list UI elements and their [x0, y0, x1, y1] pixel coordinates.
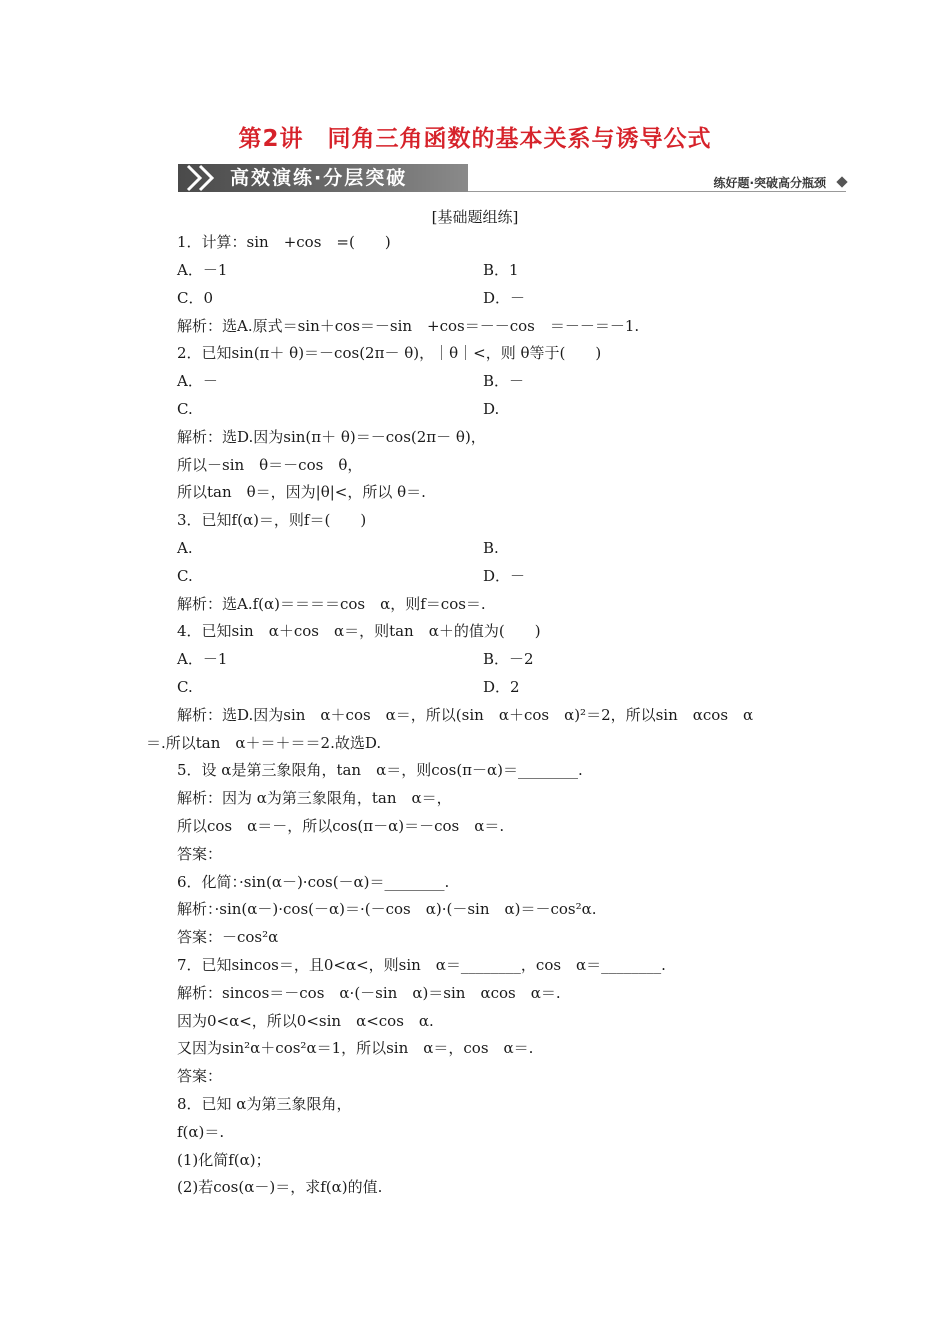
text-line: 1．计算：sin +cos =( ): [177, 233, 391, 251]
text-line: (2)若cos(α－)＝，求f(α)的值.: [177, 1178, 383, 1196]
banner-rule: [468, 191, 846, 192]
text-line: B.: [483, 539, 499, 557]
text-line: 所以－sin θ＝－cos θ，: [177, 456, 363, 474]
text-line: B．－2: [483, 650, 534, 668]
text-line: A.: [177, 539, 193, 557]
text-line: D．－: [483, 289, 526, 307]
text-line: (1)化简f(α)；: [177, 1151, 271, 1169]
text-line: 4．已知sin α＋cos α＝，则tan α＋的值为( ): [177, 622, 541, 640]
text-line: 解析：因为 α为第三象限角，tan α＝，: [177, 789, 452, 807]
banner-tag: 练好题·突破高分瓶颈: [713, 176, 826, 190]
text-line: C.: [177, 678, 193, 696]
text-line: D.: [483, 400, 500, 418]
text-line: 6．化简：·sin(α－)·cos(－α)＝________.: [177, 873, 450, 891]
text-line: 所以tan θ＝，因为|θ|<，所以 θ＝.: [177, 483, 426, 501]
text-line: 答案：: [177, 1067, 223, 1085]
section-banner: [178, 160, 848, 196]
text-line: D．－: [483, 567, 526, 585]
text-line: A．－1: [177, 261, 228, 279]
text-line: D．2: [483, 678, 520, 696]
text-line: f(α)＝.: [177, 1123, 225, 1141]
chevron-right-icon: [184, 164, 224, 192]
text-line: 解析：选D.因为sin(π＋ θ)＝－cos(2π－ θ)，: [177, 428, 486, 446]
text-line: ＝.所以tan α＋＝＋＝＝2.故选D.: [146, 734, 382, 752]
text-line: B．－: [483, 372, 525, 390]
text-line: A．－1: [177, 650, 228, 668]
section-heading: [基础题组练]: [431, 208, 519, 226]
diamond-icon: [836, 176, 847, 187]
text-line: 3．已知f(α)＝，则f＝( ): [177, 511, 367, 529]
text-line: 解析：选D.因为sin α＋cos α＝，所以(sin α＋cos α)²＝2，所以sin αcos α: [177, 706, 754, 724]
text-line: 解析：选A.f(α)＝＝＝＝cos α，则f＝cos＝.: [177, 595, 486, 613]
text-line: 答案：: [177, 845, 223, 863]
text-line: 答案：－cos²α: [177, 928, 279, 946]
text-line: 8．已知 α为第三象限角，: [177, 1095, 352, 1113]
text-line: A．－: [177, 372, 218, 390]
text-line: 又因为sin²α＋cos²α＝1，所以sin α＝，cos α＝.: [177, 1039, 534, 1057]
text-line: 所以cos α＝－，所以cos(π－α)＝－cos α＝.: [177, 817, 505, 835]
banner-main-text: 高效演练·分层突破: [230, 167, 408, 189]
text-line: C.: [177, 567, 193, 585]
text-line: B．1: [483, 261, 519, 279]
text-line: 2．已知sin(π＋ θ)＝－cos(2π－ θ)，｜θ｜<，则 θ等于( ): [177, 344, 602, 362]
page-title: 第2讲 同角三角函数的基本关系与诱导公式: [238, 126, 712, 152]
text-line: 解析：·sin(α－)·cos(－α)＝·(－cos α)·(－sin α)＝－cos²α.: [177, 900, 597, 918]
text-line: C．0: [177, 289, 214, 307]
text-line: 5．设 α是第三象限角，tan α＝，则cos(π－α)＝________.: [177, 761, 583, 779]
text-line: C.: [177, 400, 193, 418]
text-line: 解析：sincos＝－cos α·(－sin α)＝sin αcos α＝.: [177, 984, 561, 1002]
text-line: 解析：选A.原式＝sin＋cos＝－sin +cos＝－－cos ＝－－＝－1.: [177, 317, 640, 335]
text-line: 7．已知sincos＝，且0<α<，则sin α＝________，cos α＝________.: [177, 956, 666, 974]
text-line: 因为0<α<，所以0<sin α<cos α.: [177, 1012, 434, 1030]
